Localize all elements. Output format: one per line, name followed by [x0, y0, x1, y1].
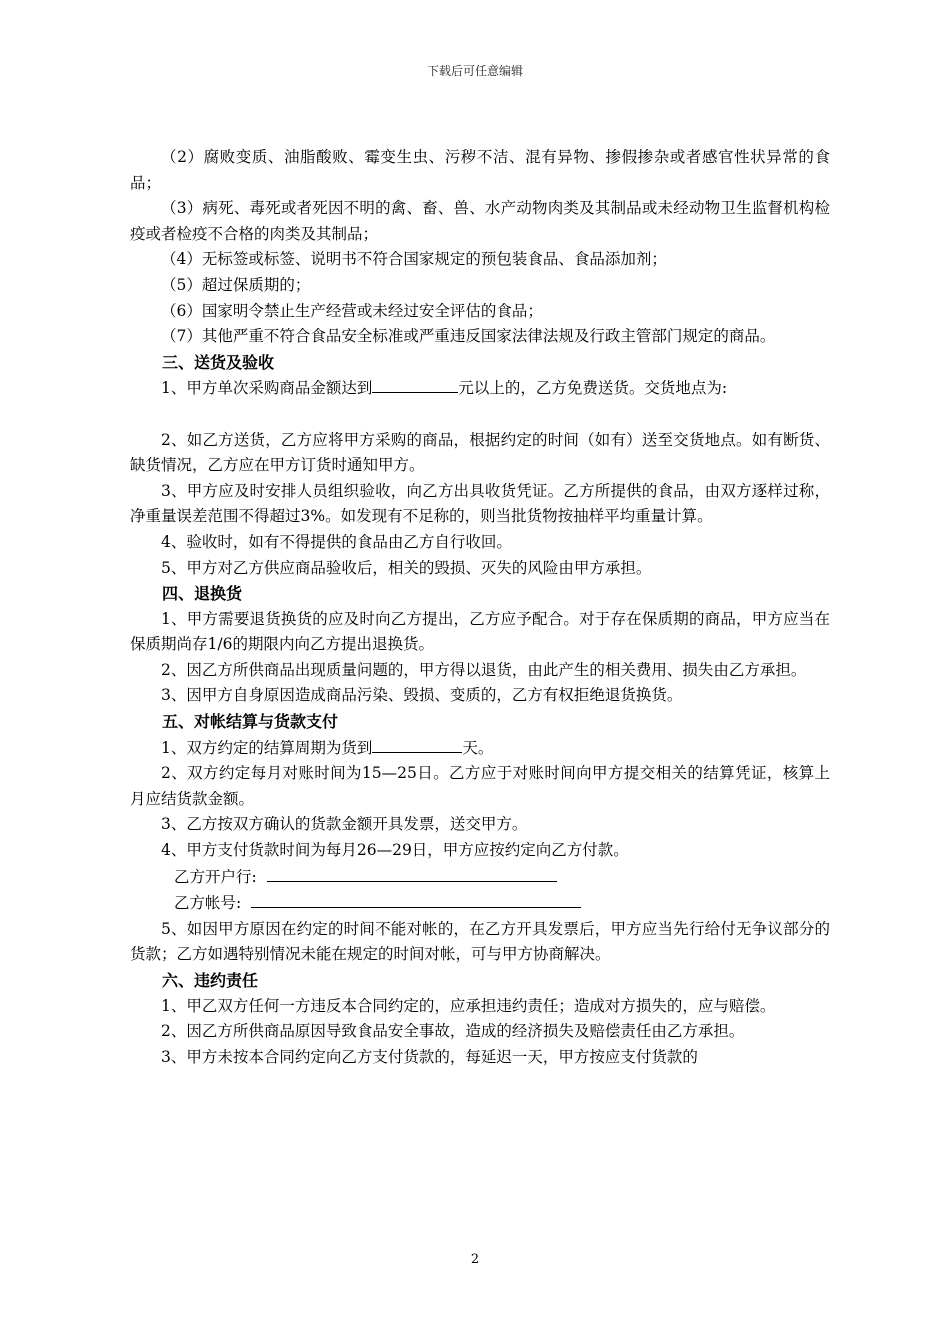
account-line — [130, 890, 830, 917]
page-number: 2 — [470, 1252, 480, 1267]
section-5-para-3: 3、乙方按双方确认的货款金额开具发票，送交甲方。 — [161, 815, 528, 834]
section-3-para-1-tail: 元以上的，乙方免费送货。交货地点为: — [458, 379, 728, 398]
section-5-title: 五、对帐结算与货款支付 — [162, 712, 339, 732]
clause-2-item-6: （6）国家明令禁止生产经营或未经过安全评估的食品； — [161, 301, 543, 320]
account-blank[interactable] — [251, 890, 581, 908]
section-3-para-3: 3、甲方应及时安排人员组织验收，向乙方出具收货凭证。乙方所提供的食品，由双方逐样过称，净重量误差范围不得超过3%。如发现有不足称的，则当批货物按抽样平均重量计算。 — [130, 481, 830, 526]
section-5-para-1 — [130, 735, 830, 762]
clause-2-item-3: （3）病死、毒死或者死因不明的禽、畜、兽、水产动物肉类及其制品或未经动物卫生监督机构检疫或者检疫不合格的肉类及其制品； — [130, 199, 830, 243]
section-3-para-5: 5、甲方对乙方供应商品验收后，相关的毁损、灭失的风险由甲方承担。 — [161, 558, 652, 577]
clause-2-item-4: （4）无标签或标签、说明书不符合国家规定的预包装食品、食品添加剂； — [161, 250, 667, 269]
section-5-para-1-lead: 1、双方约定的结算周期为货到 — [161, 738, 373, 757]
section-3-para-1 — [130, 375, 830, 402]
section-5-para-2: 2、双方约定每月对账时间为15—25日。乙方应于对账时间向甲方提交相关的结算凭证，核算上月应结货款金额。 — [130, 764, 830, 808]
bank-blank[interactable] — [267, 864, 557, 882]
clause-2-item-2: （2）腐败变质、油脂酸败、霉变生虫、污秽不洁、混有异物、掺假掺杂或者感官性状异常的食品； — [130, 148, 830, 192]
delivery-location-space — [130, 402, 830, 428]
section-6-para-3: 3、甲方未按本合同约定向乙方支付货款的，每延迟一天，甲方按应支付货款的 — [161, 1047, 698, 1066]
section-4-para-3: 3、因甲方自身原因造成商品污染、毁损、变质的，乙方有权拒绝退货换货。 — [161, 686, 683, 705]
section-3-title: 三、送货及验收 — [162, 352, 275, 372]
section-4-para-1: 1、甲方需要退货换货的应及时向乙方提出，乙方应予配合。对于存在保质期的商品，甲方应当在保质期尚存1/6的期限内向乙方提出退换货。 — [130, 609, 830, 654]
section-5-para-1-tail: 天。 — [462, 738, 494, 757]
section-4-title: 四、退换货 — [162, 584, 243, 604]
section-6-para-1: 1、甲乙双方任何一方违反本合同约定的，应承担违约责任；造成对方损失的，应与赔偿。 — [161, 996, 776, 1015]
section-6-title: 六、违约责任 — [162, 971, 259, 990]
section-3-para-2: 2、如乙方送货，乙方应将甲方采购的商品，根据约定的时间（如有）送至交货地点。如有断货、缺货情况，乙方应在甲方订货时通知甲方。 — [130, 430, 830, 475]
account-label: 乙方帐号: — [174, 894, 242, 913]
clause-2-item-5: （5）超过保质期的； — [161, 275, 311, 294]
bank-line — [130, 864, 830, 891]
page-header: 下载后可任意编辑 — [426, 64, 523, 78]
section-6-para-2: 2、因乙方所供商品原因导致食品安全事故，造成的经济损失及赔偿责任由乙方承担。 — [161, 1022, 745, 1041]
bank-label: 乙方开户行: — [174, 867, 257, 886]
clause-2-item-7: （7）其他严重不符合食品安全标准或严重违反国家法律法规及行政主管部门规定的商品。 — [161, 327, 776, 346]
document-body — [130, 145, 830, 1070]
section-5-para-4: 4、甲方支付货款时间为每月26—29日，甲方应按约定向乙方付款。 — [161, 841, 629, 860]
section-3-para-4: 4、验收时，如有不得提供的食品由乙方自行收回。 — [161, 532, 512, 551]
section-5-para-5: 5、如因甲方原因在约定的时间不能对帐的，在乙方开具发票后，甲方应当先行给付无争议部分的货款；乙方如遇特别情况未能在规定的时间对帐，可与甲方协商解决。 — [130, 919, 830, 964]
settlement-days-blank[interactable] — [372, 735, 462, 753]
section-4-para-2: 2、因乙方所供商品出现质量问题的，甲方得以退货，由此产生的相关费用、损失由乙方承担。 — [161, 660, 807, 679]
amount-blank[interactable] — [372, 375, 458, 393]
section-3-para-1-lead: 1、甲方单次采购商品金额达到 — [161, 379, 373, 398]
